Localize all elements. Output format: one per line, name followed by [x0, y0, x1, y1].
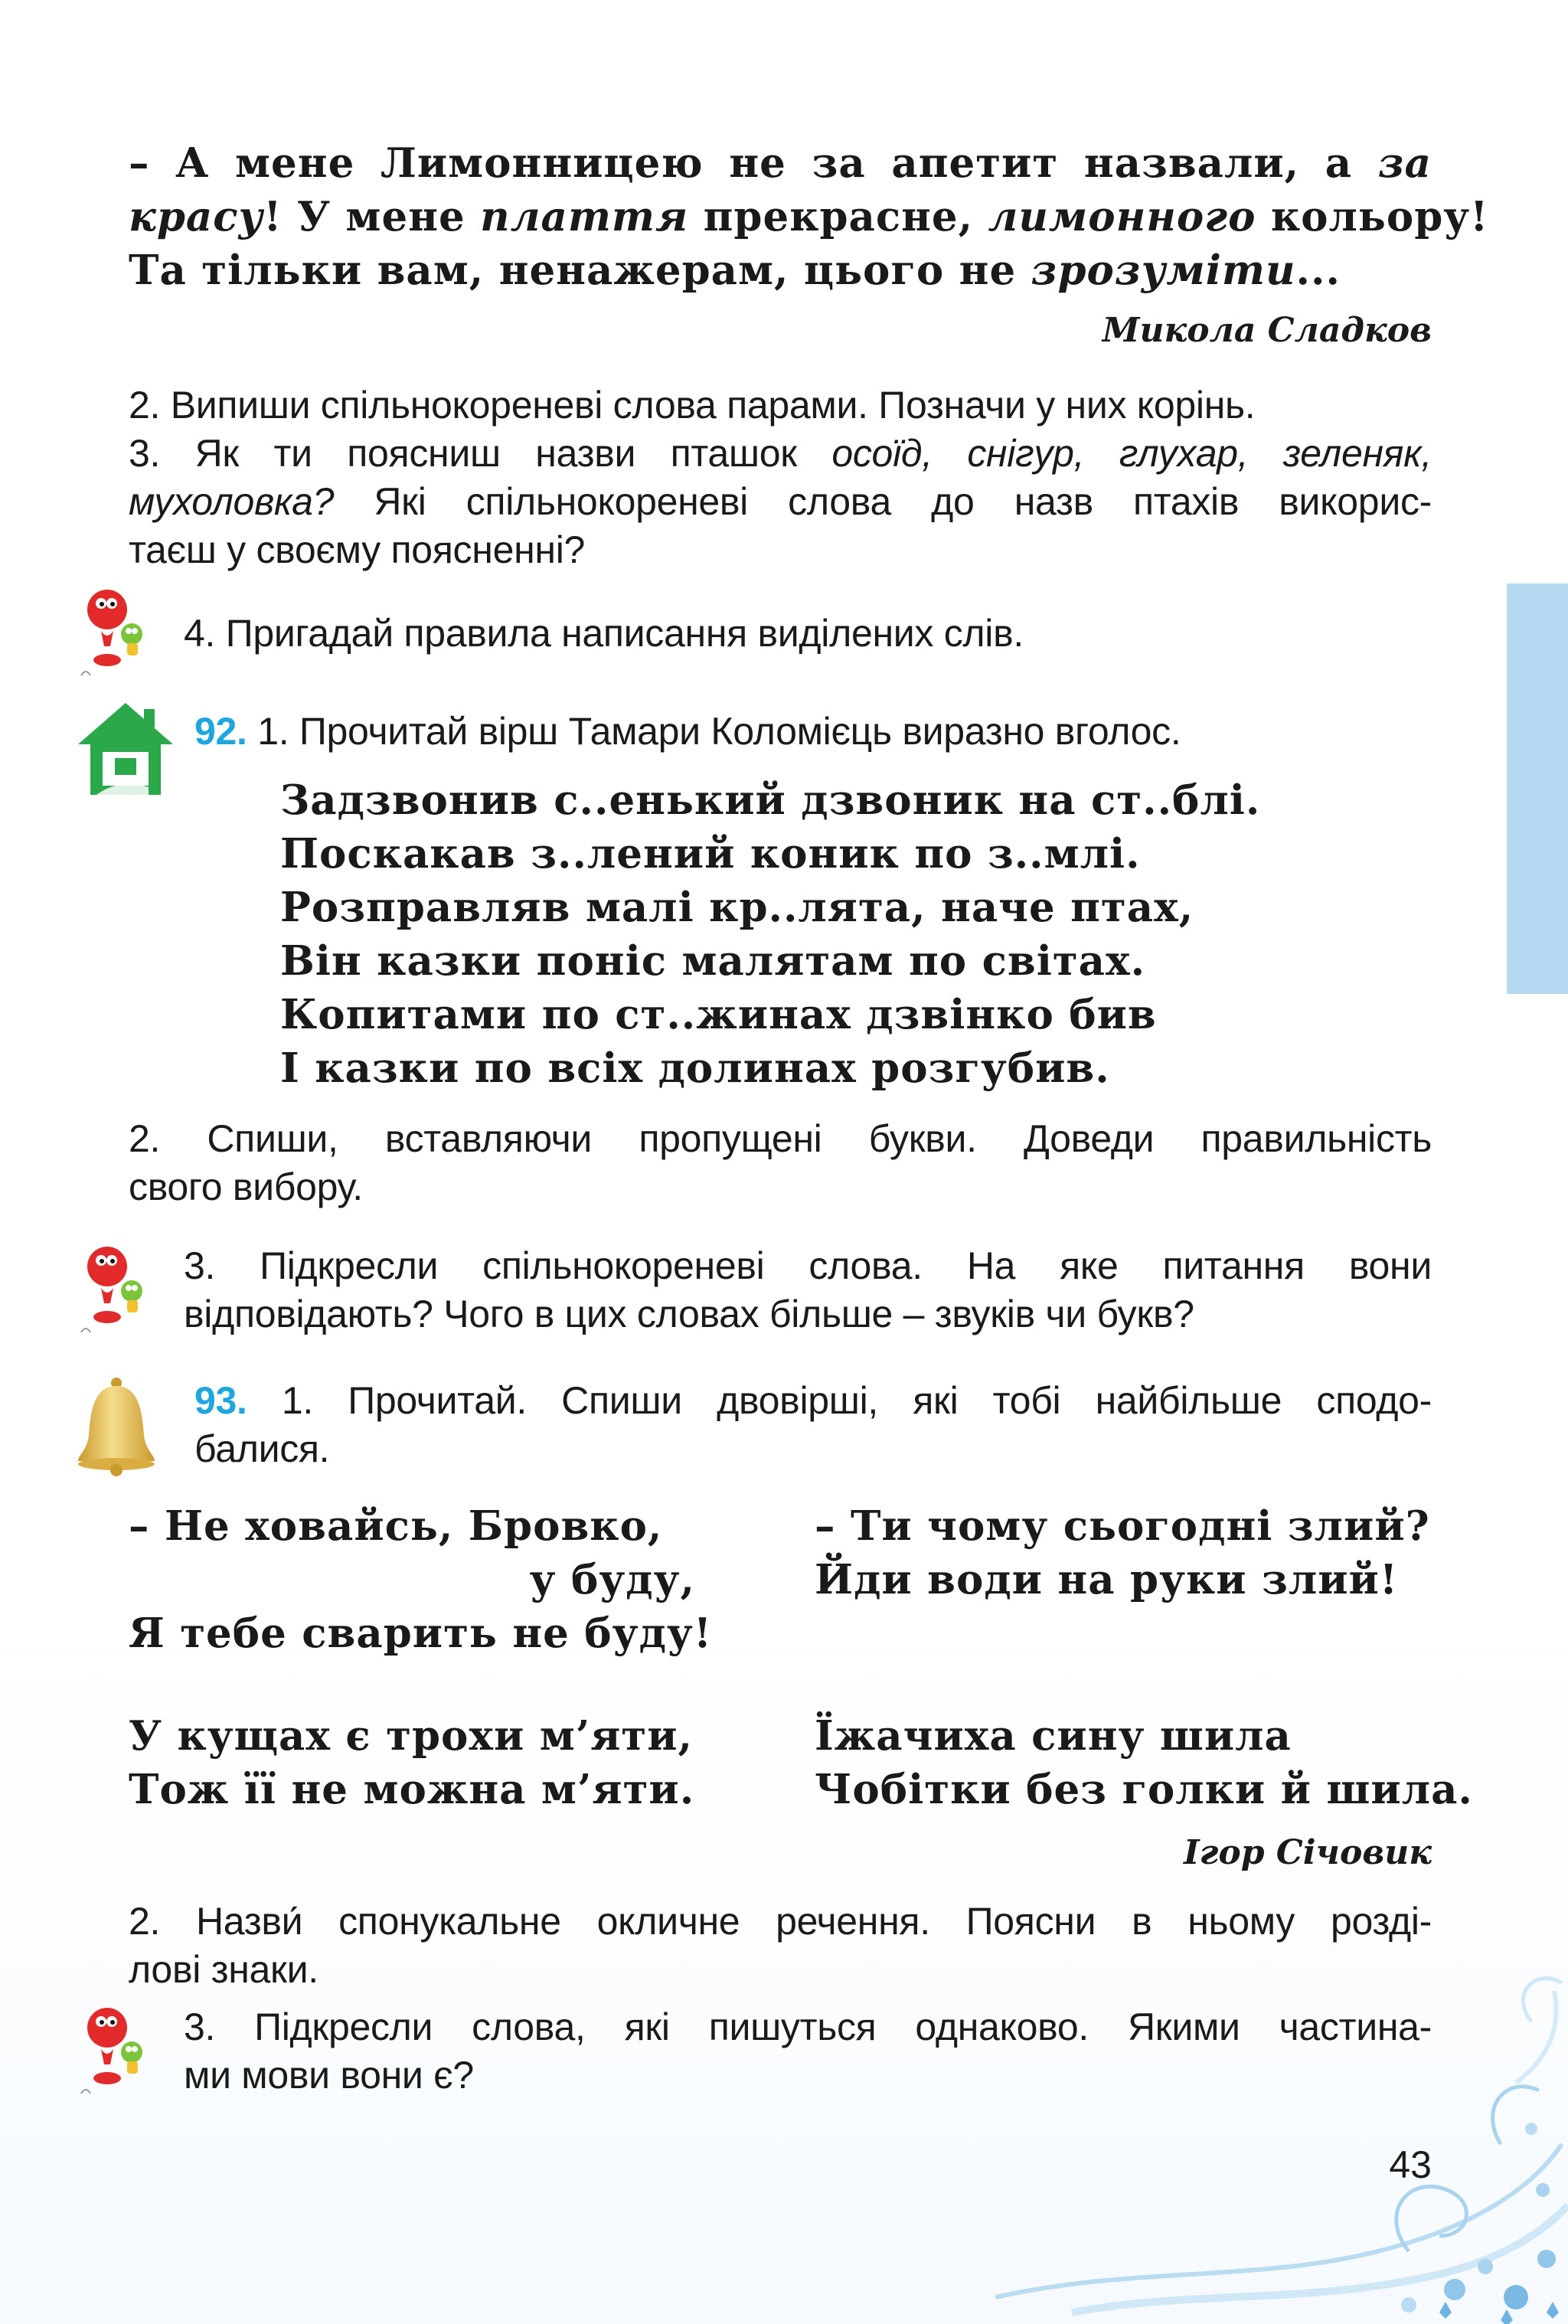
- ex93-task-2-line-2: лові знаки.: [129, 1948, 318, 1991]
- ex93-header: [194, 1378, 1432, 1423]
- intro-line-3: [129, 247, 1341, 294]
- poem-line: Поскакав з..лений коник по з..млі.: [280, 830, 1141, 878]
- task-3-line-2: [129, 479, 1432, 524]
- ex92-task-3-line-2: відповідають? Чого в цих словах більше – звуків чи букв?: [184, 1293, 1194, 1335]
- couplet-3-line-1: У кущах є трохи м’яти,: [129, 1712, 693, 1760]
- ex93-task-3-line-2: ми мови вони є?: [184, 2054, 474, 2097]
- pair-work-icon: [74, 2002, 147, 2101]
- couplet-1-line-3: Я тебе сварить не буду!: [129, 1610, 713, 1657]
- task-3-line-1: [129, 431, 1432, 476]
- intro-italic-word: плаття: [480, 193, 689, 240]
- page-number: 43: [1389, 2143, 1432, 2186]
- task-3-line-3: таєш у своєму поясненні?: [129, 528, 586, 571]
- floral-decoration: [980, 1960, 1568, 2324]
- task-italic-words: мухоловка?: [129, 480, 335, 523]
- ex92-task-3-line-1: 3. Підкресли спільнокореневі слова. На яке питання вони: [184, 1244, 1432, 1287]
- side-tab: [1507, 583, 1568, 994]
- ex93-instruction-line-2: балися.: [194, 1427, 330, 1470]
- task-4-text: 4. Пригадай правила написання виділених слів.: [184, 612, 1024, 655]
- ex93-instruction-line-1: 1. Прочитай. Спиши двовірші, які тобі найбільше сподо-: [281, 1379, 1432, 1422]
- couplet-1-line-2: у буду,: [529, 1556, 695, 1603]
- ex92-header: [194, 709, 1181, 753]
- ex92-instruction: 1. Прочитай вірш Тамари Коломієць виразно вголос.: [257, 710, 1181, 753]
- ex92-task-2-line-2: свого вибору.: [129, 1165, 363, 1208]
- pair-work-icon: [74, 583, 147, 683]
- intro-author: Микола Сладков: [1102, 311, 1432, 350]
- intro-text-part: ! У мене: [263, 193, 481, 240]
- intro-text-part: ...: [1295, 247, 1341, 294]
- poem-line: Розправляв малі кр..лята, наче птах,: [280, 884, 1194, 931]
- intro-text-part: Та тільки вам, ненажерам, цього не: [129, 247, 1031, 294]
- task-italic-words: осоїд, снігур, глухар, зеленяк,: [831, 432, 1432, 475]
- home-task-icon: [74, 698, 178, 798]
- intro-line-1: [129, 139, 1432, 187]
- intro-text-part: прекрасне,: [688, 193, 988, 240]
- intro-text-part: – А мене Лимонницею не за апетит назвали, а: [129, 139, 1378, 187]
- intro-text-part: кольору!: [1256, 193, 1489, 240]
- ex92-task-2-line-1: 2. Спиши, вставляючи пропущені букви. Доведи правильність: [129, 1117, 1432, 1160]
- ex93-number: 93.: [194, 1379, 247, 1422]
- poem-line: І казки по всіх долинах розгубив.: [280, 1044, 1110, 1092]
- intro-line-2: [129, 193, 1489, 240]
- intro-italic-word: зрозуміти: [1031, 247, 1296, 294]
- ex92-number: 92.: [194, 710, 247, 753]
- poem-line: Він казки поніс малятам по світах.: [280, 937, 1146, 985]
- pair-work-icon: [74, 1240, 147, 1340]
- poem-line: Задзвонив с..енький дзвоник на ст..блі.: [280, 776, 1261, 824]
- couplet-4-line-1: Їжачиха сину шила: [815, 1712, 1292, 1760]
- task-text-part: 3. Як ти поясниш назви пташок: [129, 432, 832, 475]
- task-text-part: Які спільнокореневі слова до назв птахів викорис-: [334, 480, 1432, 523]
- bell-icon: [74, 1375, 159, 1476]
- couplet-4-line-2: Чобітки без голки й шила.: [815, 1766, 1473, 1813]
- intro-italic-word: лимонного: [988, 193, 1256, 240]
- poem-line: Копитами по ст..жинах дзвінко бив: [280, 991, 1157, 1038]
- couplet-1-line-1: – Не ховайсь, Бровко,: [129, 1502, 663, 1550]
- couplet-2-line-1: – Ти чому сьогодні злий?: [815, 1502, 1430, 1550]
- intro-italic-word: красу: [129, 193, 264, 240]
- ex93-task-2-line-1: 2. Назви́ спонукальне окличне речення. Поясни в ньому розді-: [129, 1900, 1432, 1943]
- task-2-text: 2. Випиши спільнокореневі слова парами. Позначи у них корінь.: [129, 384, 1256, 427]
- couplet-2-line-2: Йди води на руки злий!: [815, 1556, 1399, 1603]
- couplet-3-line-2: Тож її не можна м’яти.: [129, 1766, 695, 1813]
- ex93-task-3-line-1: 3. Підкресли слова, які пишуться однаково. Якими частина-: [184, 2005, 1432, 2048]
- ex93-author: Ігор Січовик: [1184, 1833, 1432, 1872]
- intro-italic-word: за: [1377, 139, 1432, 187]
